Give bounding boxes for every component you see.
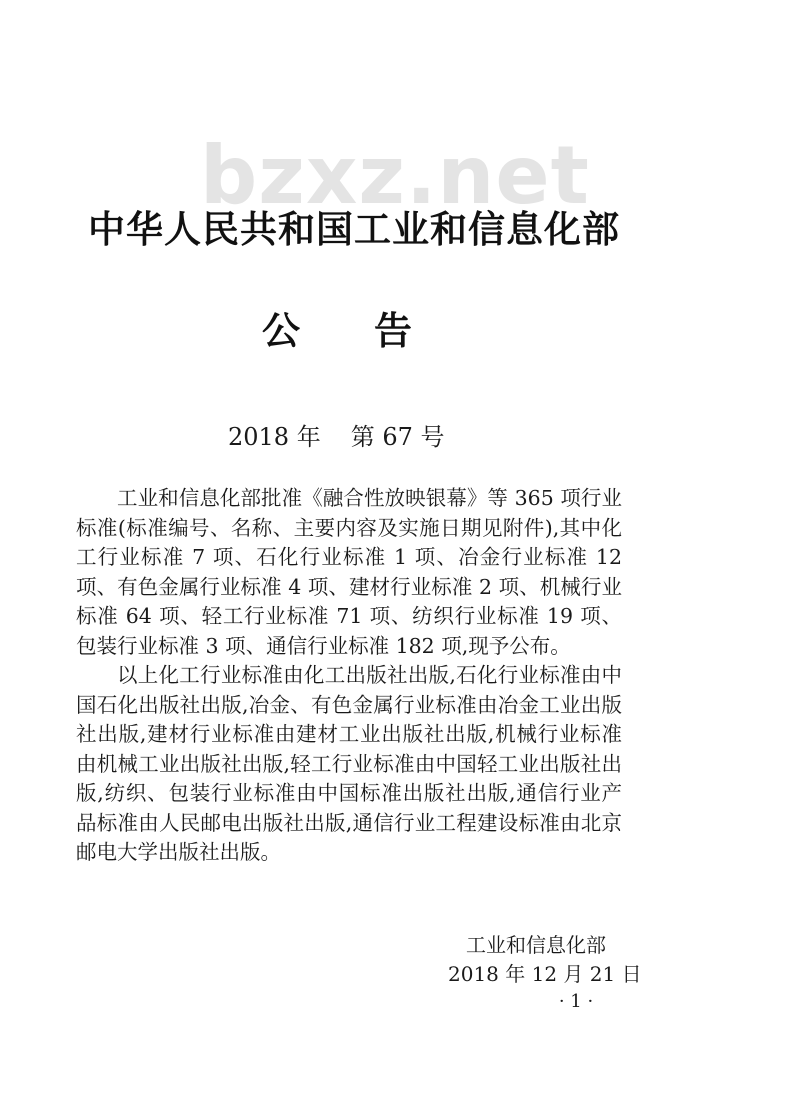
watermark: bzxz.net [200,129,590,222]
page-number: · 1 · [558,991,594,1012]
signature-date: 2018 年 12 月 21 日 [448,962,642,986]
issue-year: 2018 年 [228,423,321,451]
announcement-heading-char-1: 公 [262,309,301,353]
signature-organization: 工业和信息化部 [466,933,606,957]
issue-line [228,420,445,454]
body-paragraph-2: 以上化工行业标准由化工出版社出版,石化行业标准由中国石化出版社出版,冶金、有色金属行业标准由冶金工业出版社出版,建材行业标准由建材工业出版社出版,机械行业标准由机械工业出版社出版,轻工行业标准由中国轻工业出版社出版,纺织、包装行业标准由中国标准出版社出版,通信行业产品标准由人民邮电出版社出版,通信行业工程建设标准由北京邮电大学出版社出版。 [76,663,622,864]
signature-block [448,931,642,989]
ministry-title: 中华人民共和国工业和信息化部 [88,208,620,251]
issue-number: 第 67 号 [350,423,445,451]
announcement-body [76,484,622,868]
body-paragraph-1: 工业和信息化部批准《融合性放映银幕》等 365 项行业标准(标准编号、名称、主要内容及实施日期见附件),其中化工行业标准 7 项、石化行业标准 1 项、冶金行业标准 12 项、有色金属行业标准 4 项、建材行业标准 2 项、机械行业标准 64 项、轻工行业标准 71 项、纺织行业标准 19 项、包装行业标准 3 项、通信行业标准 182 项,现予公布。 [76,486,622,658]
announcement-heading-char-2: 告 [373,309,412,353]
announcement-heading [262,305,412,357]
